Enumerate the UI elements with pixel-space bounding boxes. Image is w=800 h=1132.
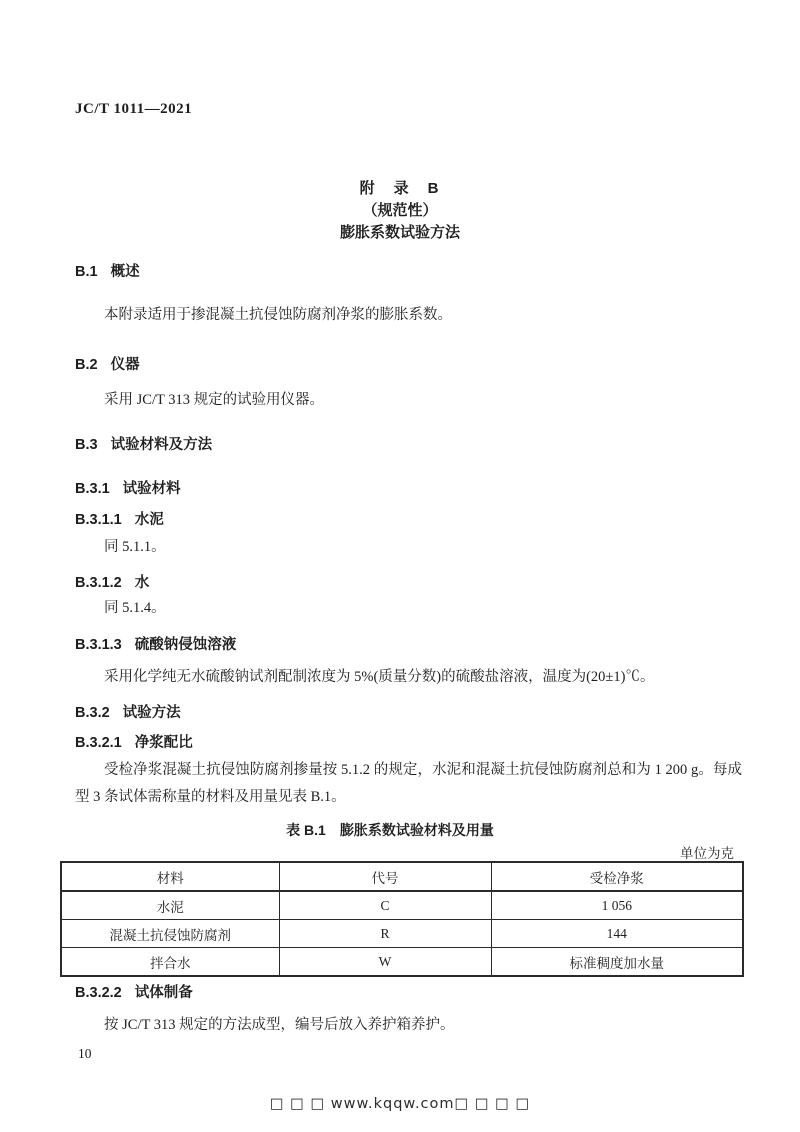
heading-b322 bbox=[75, 981, 193, 1002]
heading-number: B.3.1.2 bbox=[75, 575, 122, 591]
heading-number: B.3.1 bbox=[75, 481, 110, 497]
heading-text: 净浆配比 bbox=[134, 735, 193, 751]
paragraph-b312: 同 5.1.4。 bbox=[104, 600, 166, 616]
table-row bbox=[61, 948, 743, 977]
paragraph-b1: 本附录适用于掺混凝土抗侵蚀防腐剂净浆的膨胀系数。 bbox=[104, 307, 452, 323]
page-number: 10 bbox=[78, 1046, 92, 1061]
heading-number: B.3 bbox=[75, 437, 98, 453]
table-caption-title: 膨胀系数试验材料及用量 bbox=[339, 822, 494, 838]
paragraph-b2: 采用 JC/T 313 规定的试验用仪器。 bbox=[104, 392, 325, 408]
cell-material: 水泥 bbox=[61, 891, 279, 920]
cell-symbol: C bbox=[279, 891, 491, 920]
table-row bbox=[61, 891, 743, 920]
heading-text: 试体制备 bbox=[134, 985, 193, 1001]
appendix-label: 附 录 B bbox=[359, 180, 441, 197]
cell-amount: 1 056 bbox=[491, 891, 743, 920]
heading-b32 bbox=[75, 701, 181, 722]
cell-symbol: W bbox=[279, 948, 491, 977]
heading-b321 bbox=[75, 731, 193, 752]
appendix-normative: （规范性） bbox=[362, 202, 438, 219]
heading-b31 bbox=[75, 477, 181, 498]
heading-b311 bbox=[75, 508, 164, 529]
watermark-text: □ □ □ www.kqqw.com□ □ □ □ bbox=[269, 1096, 531, 1112]
heading-b312 bbox=[75, 571, 149, 592]
paragraph-b321: 受检净浆混凝土抗侵蚀防腐剂掺量按 5.1.2 的规定，水泥和混凝土抗侵蚀防腐剂总和为 1 200 g。每成型 3 条试体需称量的材料及用量见表 B.1。 bbox=[75, 762, 742, 805]
table-unit-note: 单位为克 bbox=[680, 846, 734, 861]
table-header-row bbox=[61, 862, 743, 891]
heading-number: B.3.2.1 bbox=[75, 735, 122, 751]
heading-b1 bbox=[75, 260, 140, 281]
cell-symbol: R bbox=[279, 920, 491, 948]
table-caption-number: 表 B.1 bbox=[286, 822, 326, 838]
cell-amount: 标准稠度加水量 bbox=[491, 948, 743, 977]
materials-table bbox=[60, 861, 744, 977]
paragraph-b311: 同 5.1.1。 bbox=[104, 539, 166, 555]
heading-text: 试验材料 bbox=[122, 481, 181, 497]
heading-number: B.3.2.2 bbox=[75, 985, 122, 1001]
heading-b3 bbox=[75, 433, 212, 454]
cell-amount: 144 bbox=[491, 920, 743, 948]
heading-text: 概述 bbox=[110, 264, 140, 280]
col-header-symbol: 代号 bbox=[279, 862, 491, 891]
appendix-title: 膨胀系数试验方法 bbox=[339, 224, 460, 241]
heading-text: 水 bbox=[134, 575, 150, 591]
table-caption bbox=[0, 820, 780, 840]
heading-b2 bbox=[75, 353, 140, 374]
cell-material: 拌合水 bbox=[61, 948, 279, 977]
paragraph-b313: 采用化学纯无水硫酸钠试剂配制浓度为 5%(质量分数)的硫酸盐溶液，温度为(20±1)℃。 bbox=[104, 669, 655, 685]
heading-number: B.3.1.3 bbox=[75, 637, 122, 653]
heading-number: B.3.1.1 bbox=[75, 512, 122, 528]
heading-number: B.1 bbox=[75, 264, 98, 280]
heading-text: 试验方法 bbox=[122, 705, 181, 721]
paragraph-b322: 按 JC/T 313 规定的方法成型，编号后放入养护箱养护。 bbox=[104, 1017, 455, 1033]
heading-text: 硫酸钠侵蚀溶液 bbox=[134, 637, 237, 653]
heading-b313 bbox=[75, 633, 236, 654]
heading-number: B.3.2 bbox=[75, 705, 110, 721]
heading-text: 水泥 bbox=[134, 512, 164, 528]
col-header-material: 材料 bbox=[61, 862, 279, 891]
heading-number: B.2 bbox=[75, 357, 98, 373]
cell-material: 混凝土抗侵蚀防腐剂 bbox=[61, 920, 279, 948]
standard-code: JC/T 1011—2021 bbox=[75, 101, 193, 117]
heading-text: 试验材料及方法 bbox=[110, 437, 213, 453]
heading-text: 仪器 bbox=[110, 357, 140, 373]
col-header-paste: 受检净浆 bbox=[491, 862, 743, 891]
table-row bbox=[61, 920, 743, 948]
